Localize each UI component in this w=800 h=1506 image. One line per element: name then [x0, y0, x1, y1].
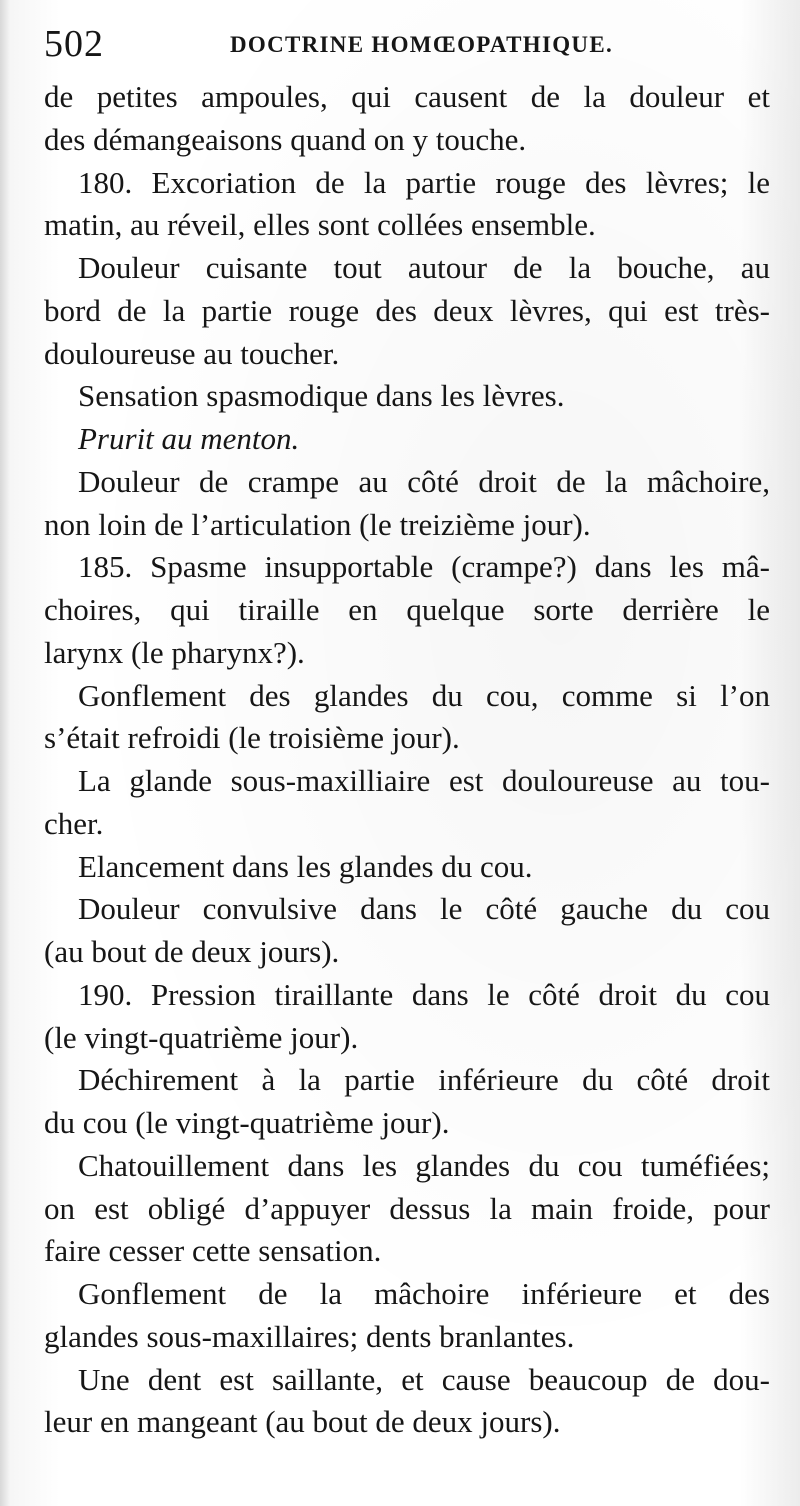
text-line: Déchirement à la partie inférieure du côté droit [78, 1062, 770, 1098]
text-line: Elancement dans les glandes du cou. [78, 848, 533, 884]
text-line: Prurit au menton. [78, 421, 300, 456]
text-line: du cou (le vingt-quatrième jour). [44, 1105, 450, 1140]
text-line: Chatouillement dans les glandes du cou tuméfiées; [78, 1147, 770, 1183]
running-head: DOCTRINE HOMŒOPATHIQUE. [230, 32, 614, 57]
text-line: faire cesser cette sensation. [44, 1233, 382, 1269]
text-line: Sensation spasmodique dans les lèvres. [78, 378, 565, 414]
text-line: de petites ampoules, qui causent de la douleur et [44, 79, 770, 114]
text-line: La glande sous-maxilliaire est douloureuse au tou- [78, 763, 770, 798]
text-line: leur en mangeant (au bout de deux jours). [44, 1404, 561, 1440]
text-line: non loin de l’articulation (le treizième jour). [44, 506, 591, 542]
text-line: 180. Excoriation de la partie rouge des lèvres; le [78, 164, 770, 200]
text-line: 185. Spasme insupportable (crampe?) dans les mâ- [78, 549, 770, 585]
text-line: Gonflement des glandes du cou, comme si l’on [78, 677, 770, 713]
text-line: Douleur cuisante tout autour de la bouche, au [78, 250, 770, 285]
page-binding-shadow [0, 0, 10, 1506]
text-line: larynx (le pharynx?). [44, 634, 305, 670]
text-line: Douleur de crampe au côté droit de la mâchoire, [78, 463, 770, 499]
text-line: glandes sous-maxillaires; dents branlantes. [44, 1318, 575, 1354]
text-line: cher. [44, 805, 104, 841]
page-header [44, 18, 784, 68]
text-body [44, 76, 770, 1444]
text-line: (au bout de deux jours). [44, 934, 340, 969]
text-line: 190. Pression tiraillante dans le côté droit du cou [78, 976, 770, 1012]
text-line: des démangeaisons quand on y touche. [44, 121, 527, 157]
text-line: Gonflement de la mâchoire inférieure et des [78, 1276, 770, 1311]
text-line: choires, qui tiraille en quelque sorte derrière le [44, 592, 770, 627]
text-line: Douleur convulsive dans le côté gauche du cou [78, 891, 770, 927]
text-line: bord de la partie rouge des deux lèvres, qui est très- [44, 292, 770, 328]
text-line: douloureuse au toucher. [44, 335, 340, 371]
text-line: s’était refroidi (le troisième jour). [44, 720, 460, 756]
page-number: 502 [44, 23, 104, 65]
text-line: matin, au réveil, elles sont collées ensemble. [44, 207, 596, 243]
text-line: (le vingt-quatrième jour). [44, 1019, 359, 1055]
text-line: Une dent est saillante, et cause beaucoup de dou- [78, 1361, 770, 1397]
text-line: on est obligé d’appuyer dessus la main froide, pour [44, 1190, 770, 1226]
